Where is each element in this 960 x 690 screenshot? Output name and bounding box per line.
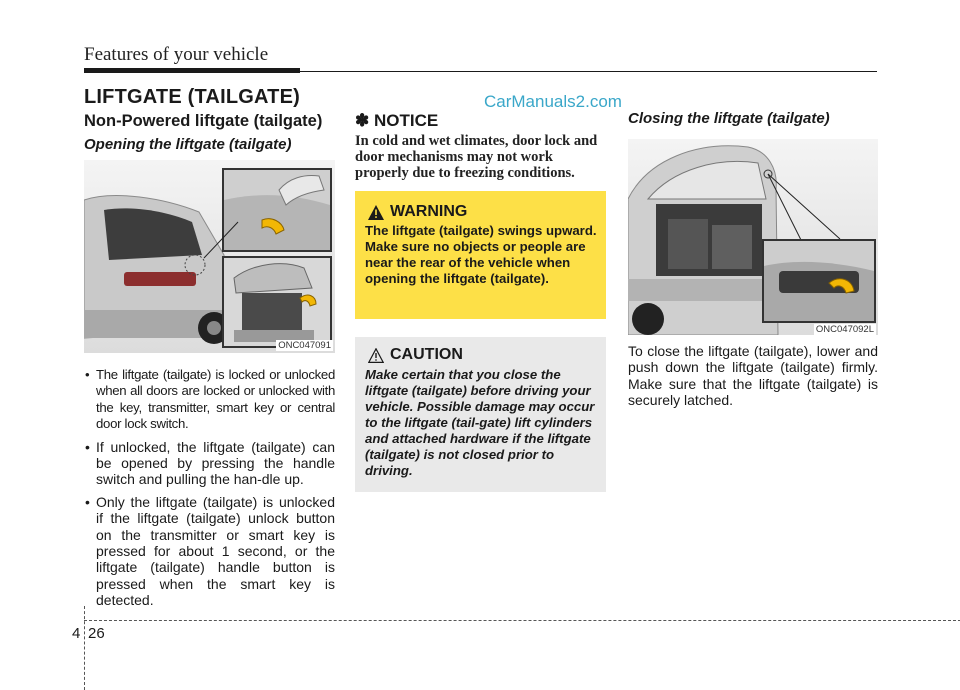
caution-title: CAUTION — [390, 346, 463, 363]
notice-title: NOTICE — [373, 111, 439, 130]
warning-box — [355, 191, 606, 319]
figure-closing-liftgate — [628, 139, 878, 335]
opening-title: Opening the liftgate (tailgate) — [84, 136, 292, 153]
closing-text: To close the liftgate (tailgate), lower and push down the liftgate (tailgate) firmly. Make sure that the liftgate (tailgate) is securely latched. — [628, 343, 878, 409]
notice-text: In cold and wet climates, door lock and door mechanisms may not work properly due to freezing conditions. — [355, 133, 598, 181]
page-header-title: Features of your vehicle — [84, 44, 269, 65]
bullet-item: • If unlocked, the liftgate (tailgate) can be opened by pressing the handle switch and pulling the han-dle up. — [84, 439, 335, 488]
section-title: LIFTGATE (TAILGATE) — [84, 86, 300, 108]
header-rule — [300, 71, 877, 72]
watermark-link[interactable]: CarManuals2.com — [484, 92, 622, 111]
section-number: 4 — [72, 625, 81, 642]
caution-text: Make certain that you close the liftgate (tailgate) before driving your vehicle. Possible damage may occur to the liftgate (tail-gate) lift cylinders and attached hardware if the liftgate (tailgate) is not closed prior to driving. — [365, 367, 595, 478]
warning-title: WARNING — [390, 203, 468, 220]
non-powered-subhead: Non-Powered liftgate (tailgate) — [84, 112, 323, 130]
header-bar — [84, 68, 300, 73]
warning-text: The liftgate (tailgate) swings upward. Make sure no objects or people are near the rear of the vehicle when opening the liftgate (tailgate). — [365, 223, 597, 286]
opening-bullets — [84, 367, 335, 615]
notice-asterisk-icon: ✽ — [355, 111, 370, 130]
warning-triangle-icon — [368, 205, 384, 220]
figure-label: ONC047092L — [815, 324, 874, 335]
caution-triangle-icon — [368, 348, 384, 363]
notice-heading — [355, 111, 438, 131]
footer-divider — [84, 606, 85, 690]
bullet-item: • The liftgate (tailgate) is locked or unlocked when all doors are locked or unlocked with the key, transmitter, smart key or central door lock switch. — [84, 367, 335, 433]
inset-open-liftgate — [222, 256, 332, 348]
caution-box — [355, 337, 606, 492]
figure-label: ONC047091 — [278, 340, 331, 351]
figure-opening-liftgate — [84, 160, 335, 353]
bullet-item: • Only the liftgate (tailgate) is unlocked if the liftgate (tailgate) unlock button on the transmitter or smart key is pressed for about 1 second, or the liftgate (tailgate) handle button is pressed when the smart key is detected. — [84, 494, 335, 609]
footer-rule — [84, 620, 960, 621]
inset-close-handle — [762, 239, 876, 323]
closing-title: Closing the liftgate (tailgate) — [628, 110, 830, 127]
page-number: 26 — [88, 625, 105, 642]
